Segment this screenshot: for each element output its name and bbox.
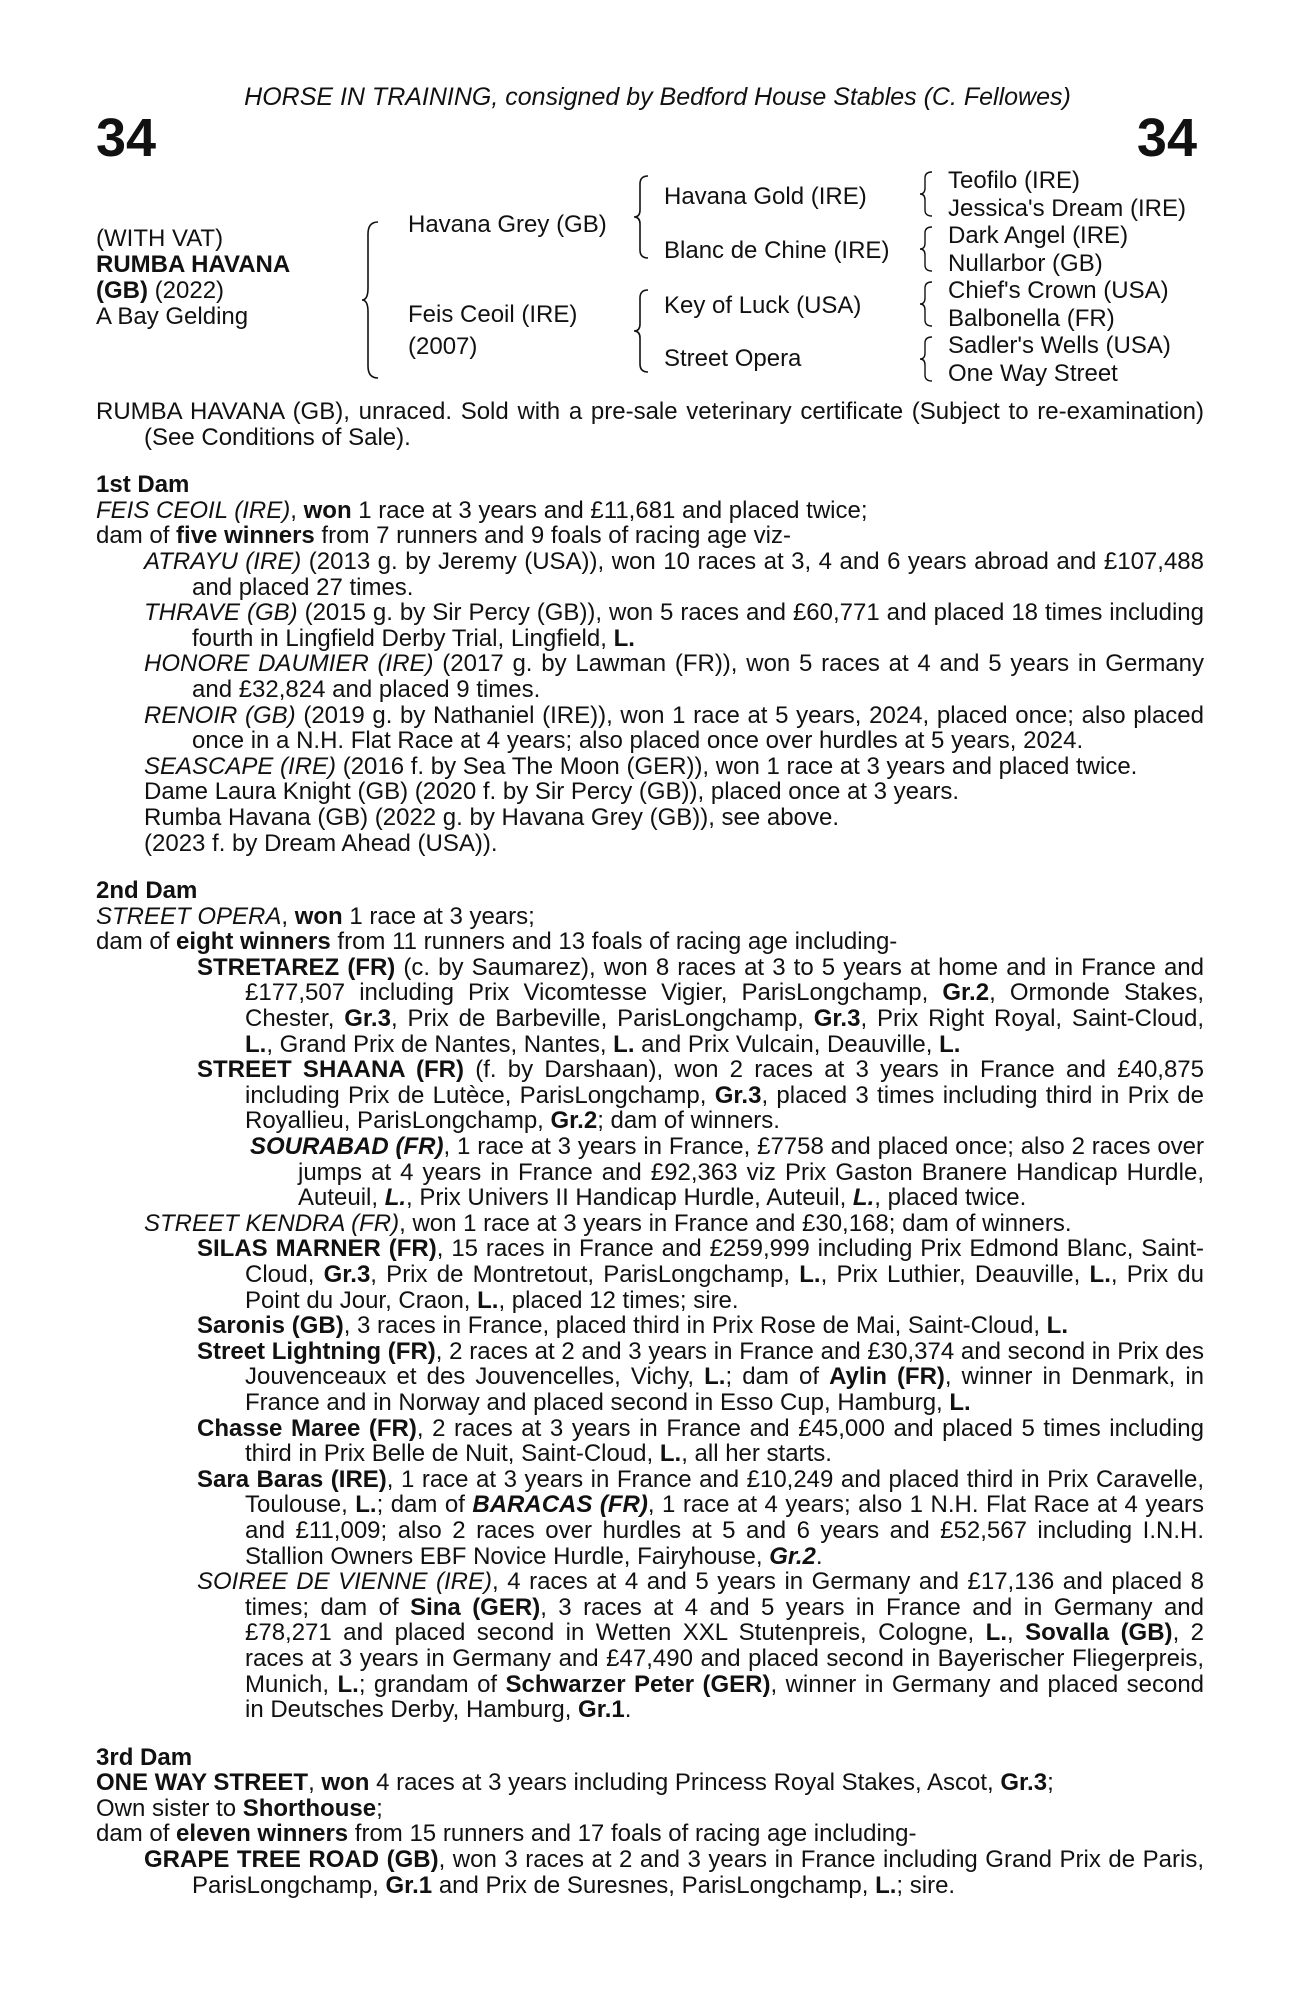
ped-sire-sire: Havana Gold (IRE) (664, 183, 867, 210)
dam1-heading: 1st Dam (96, 471, 190, 499)
ped-gg-8: One Way Street (948, 360, 1118, 387)
produce-entry: (2023 f. by Dream Ahead (USA)). (144, 829, 498, 857)
produce-entry: SOURABAD (FR), 1 race at 3 years in France, £7758 and placed once; also 2 races over jumps at 4 years in France and £92,363 viz Prix Gaston Branere Handicap Hurdle, Auteuil, L., Prix Univers II Handicap Hurdle, Auteuil, L., placed twice. (250, 1133, 1205, 1212)
lot-number-right: 34 (1136, 108, 1197, 168)
catalogue-body (96, 399, 1204, 1898)
produce-entry: STREET KENDRA (FR), won 1 race at 3 years in France and £30,168; dam of winners. (144, 1209, 1072, 1237)
produce-entry: Street Lightning (FR), 2 races at 2 and 3 years in France and £30,374 and second in Prix des Jouvenceaux et des Jouvencelles, Vichy, L.; dam of Aylin (FR), winner in Denmark, in France and in Norway and placed second in Esso Cup, Hamburg, L. (197, 1337, 1205, 1416)
dam3-sister: Own sister to Shorthouse; (96, 1794, 383, 1822)
ped-gg-4: Nullarbor (GB) (948, 250, 1103, 277)
dam1-won: won (303, 496, 352, 524)
ped-gg-1: Teofilo (IRE) (948, 167, 1081, 194)
ped-gg-7: Sadler's Wells (USA) (948, 332, 1171, 359)
produce-entry: SOIREE DE VIENNE (IRE), 4 races at 4 and 5 years in Germany and £17,136 and placed 8 times; dam of Sina (GER), 3 races at 4 and 5 years in France and in Germany and £78,271 and placed second in Wetten XXL Stutenpreis, Cologne, L., Sovalla (GB), 2 races at 3 years in Germany and £47,490 and placed second in Bayerischer Fliegerpreis, Munich, L.; grandam of Schwarzer Peter (GER), winner in Germany and placed second in Deutsches Derby, Hamburg, Gr.1. (197, 1568, 1205, 1724)
brace-g1 (920, 171, 934, 217)
ped-gg-6: Balbonella (FR) (948, 305, 1115, 332)
dam3-record: ONE WAY STREET, won 4 races at 3 years including Princess Royal Stakes, Ascot, Gr.3; (96, 1769, 1054, 1797)
dam2-dam-of: dam of eight winners from 11 runners and 13 foals of racing age including- (96, 928, 898, 956)
produce-entry: ATRAYU (IRE) (2013 g. by Jeremy (USA)), won 10 races at 3, 4 and 6 years abroad and £107,488 and placed 27 times. (144, 547, 1204, 601)
produce-entry: Chasse Maree (FR), 2 races at 3 years in France and £45,000 and placed 5 times including third in Prix Belle de Nuit, Saint-Cloud, L., all her starts. (197, 1414, 1205, 1468)
produce-entry: RENOIR (GB) (2019 g. by Nathaniel (IRE)), won 1 race at 5 years, 2024, placed once; also placed once in a N.H. Flat Race at 4 years; also placed once over hurdles at 5 years, 2024. (144, 701, 1205, 755)
produce-entry: STRETAREZ (FR) (c. by Saumarez), won 8 races at 3 to 5 years at home and in France and £177,507 including Prix Vicomtesse Vigier, ParisLongchamp, Gr.2, Ormonde Stakes, Chester, Gr.3, Prix de Barbeville, ParisLongchamp, Gr.3, Prix Right Royal, Saint-Cloud, L., Grand Prix de Nantes, Nantes, L. and Prix Vulcain, Deauville, L. (197, 953, 1204, 1058)
horse-name: RUMBA HAVANA (96, 251, 291, 278)
ped-dam-dam: Street Opera (664, 345, 802, 372)
brace-g4 (920, 336, 934, 382)
dam3-dam-of: dam of eleven winners from 15 runners and 17 foals of racing age including- (96, 1820, 917, 1848)
produce-entry: Dame Laura Knight (GB) (2020 f. by Sir Percy (GB)), placed once at 3 years. (144, 778, 960, 806)
dam1-name: FEIS CEOIL (IRE) (96, 496, 291, 524)
ped-gg-3: Dark Angel (IRE) (948, 222, 1129, 249)
produce-entry: SEASCAPE (IRE) (2016 f. by Sea The Moon (GER)), won 1 race at 3 years and placed twice. (144, 752, 1138, 780)
produce-entry: GRAPE TREE ROAD (GB), won 3 races at 2 and 3 years in France including Grand Prix de Paris, ParisLongchamp, Gr.1 and Prix de Suresnes, ParisLongchamp, L.; sire. (144, 1846, 1204, 1899)
produce-entry: Saronis (GB), 3 races in France, placed third in Prix Rose de Mai, Saint-Cloud, L. (197, 1312, 1068, 1340)
horse-description: A Bay Gelding (96, 303, 249, 330)
ped-gg-2: Jessica's Dream (IRE) (948, 195, 1186, 222)
intro-paragraph: RUMBA HAVANA (GB), unraced. Sold with a pre-sale veterinary certificate (Subject to re-examination) (See Conditions of Sale). (96, 398, 1204, 451)
vat-label: (WITH VAT) (96, 225, 224, 252)
dam1-dam-of: dam of five winners from 7 runners and 9 foals of racing age viz- (96, 522, 792, 550)
dam3-heading: 3rd Dam (96, 1743, 193, 1771)
dam-line-brace (634, 288, 652, 374)
dam2-record: STREET OPERA, won 1 race at 3 years; (96, 902, 535, 930)
horse-country: (GB) (96, 277, 148, 304)
ped-gg-5: Chief's Crown (USA) (948, 277, 1169, 304)
ped-dam: Feis Ceoil (IRE) (408, 301, 578, 328)
ped-sire: Havana Grey (GB) (408, 211, 607, 238)
dam2-name: STREET OPERA (96, 902, 282, 930)
produce-entry: SILAS MARNER (FR), 15 races in France and £259,999 including Prix Edmond Blanc, Saint-Cloud, Gr.3, Prix de Montretout, ParisLongchamp, L., Prix Luthier, Deauville, L., Prix du Point du Jour, Craon, L., placed 12 times; sire. (197, 1235, 1204, 1314)
produce-entry: HONORE DAUMIER (IRE) (2017 g. by Lawman (FR)), won 5 races at 4 and 5 years in Germany and £32,824 and placed 9 times. (144, 650, 1205, 703)
dam3-name: ONE WAY STREET (96, 1769, 309, 1797)
sire-line-brace (634, 174, 652, 260)
dam1-record: FEIS CEOIL (IRE), won 1 race at 3 years and £11,681 and placed twice; (96, 496, 868, 524)
dam2-heading: 2nd Dam (96, 877, 198, 905)
produce-entry: Rumba Havana (GB) (2022 g. by Havana Grey (GB)), see above. (144, 803, 839, 831)
horse-identity (96, 226, 290, 330)
ped-sire-dam: Blanc de Chine (IRE) (664, 237, 890, 264)
ped-dam-sire: Key of Luck (USA) (664, 292, 862, 319)
lot-number-left: 34 (96, 108, 157, 168)
consignor-header: HORSE IN TRAINING, consigned by Bedford House Stables (C. Fellowes) (244, 83, 1071, 111)
brace-g2 (920, 226, 934, 272)
ped-dam-year: (2007) (408, 333, 478, 360)
produce-entry: THRAVE (GB) (2015 g. by Sir Percy (GB)), won 5 races and £60,771 and placed 18 times including fourth in Lingfield Derby Trial, Lingfield, L. (144, 599, 1204, 652)
produce-entry: STREET SHAANA (FR) (f. by Darshaan), won 2 races at 3 years in France and £40,875 including Prix de Lutèce, ParisLongchamp, Gr.3, placed 3 times including third in Prix de Royallieu, ParisLongchamp, Gr.2; dam of winners. (197, 1056, 1204, 1135)
horse-country-year: (GB) (2022) (96, 277, 225, 304)
produce-entry: Sara Baras (IRE), 1 race at 3 years in France and £10,249 and placed third in Prix Caravelle, Toulouse, L.; dam of BARACAS (FR), 1 race at 4 years; also 1 N.H. Flat Race at 4 years and £11,009; also 2 races over hurdles at 5 and 6 years and £52,567 including I.N.H. Stallion Owners EBF Novice Hurdle, Fairyhouse, Gr.2. (197, 1465, 1205, 1570)
sire-dam-brace (362, 220, 382, 380)
pedigree-table (0, 168, 1315, 390)
brace-g3 (920, 281, 934, 327)
